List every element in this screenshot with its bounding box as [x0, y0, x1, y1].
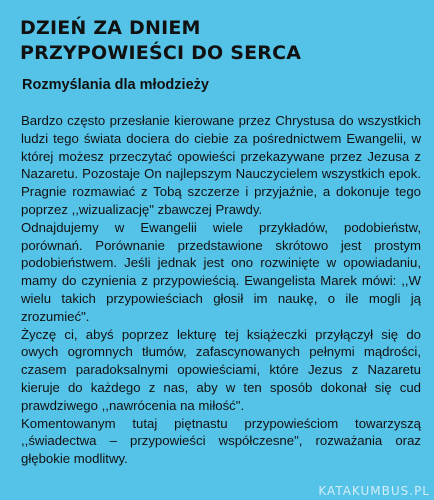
book-title-line-2: PRZYPOWIEŚCI DO SERCA	[20, 42, 302, 64]
blurb-paragraph-1: Bardzo często przesłanie kierowane przez Chrystusa do wszystkich ludzi tego świata dociera do ciebie za pośrednictwem Ewangelii, w której możesz przeczytać opowieści przekazywane przez Jezusa z Nazaretu. Pozostaje On najlepszym Nauczycielem wszystkich epok. Pragnie rozmawiać z Tobą szczerze i przyjaźnie, a dokonuje tego poprzez ,,wizualizację" zbawczej Prawdy.	[21, 113, 421, 217]
book-title	[20, 16, 430, 66]
blurb-text	[21, 112, 421, 468]
site-watermark: KATAKUMBUS.PL	[318, 484, 430, 498]
book-title-line-1: DZIEŃ ZA DNIEM	[20, 17, 201, 39]
blurb-paragraph-2: Odnajdujemy w Ewangelii wiele przykładów, podobieństw, porównań. Porównanie przedstawione skrótowo jest prostym podobieństwem. Jeśli jednak jest ono rozwinięte w opowiadaniu, mamy do czynienia z przypowieścią. Ewangelista Marek mówi: ,,W wielu takich przypowieściach głosił im naukę, o ile mogli ją zrozumieć".	[21, 219, 421, 324]
blurb-paragraph-4: Komentowanym tutaj piętnastu przypowieściom towarzyszą ,,świadectwa – przypowieści współczesne", rozważania oraz głębokie modlitwy.	[21, 415, 421, 467]
blurb-paragraph-3: Życzę ci, abyś poprzez lekturę tej książeczki przyłączył się do owych ogromnych tłumów, zafascynowanych pełnymi mądrości, czasem paradoksalnymi opowieściami, które Jezus z Nazaretu kieruje do każdego z nas, aby w ten sposób dokonał się cud prawdziwego ,,nawrócenia na miłość".	[21, 326, 421, 413]
book-subtitle: Rozmyślania dla młodzieży	[22, 77, 209, 93]
